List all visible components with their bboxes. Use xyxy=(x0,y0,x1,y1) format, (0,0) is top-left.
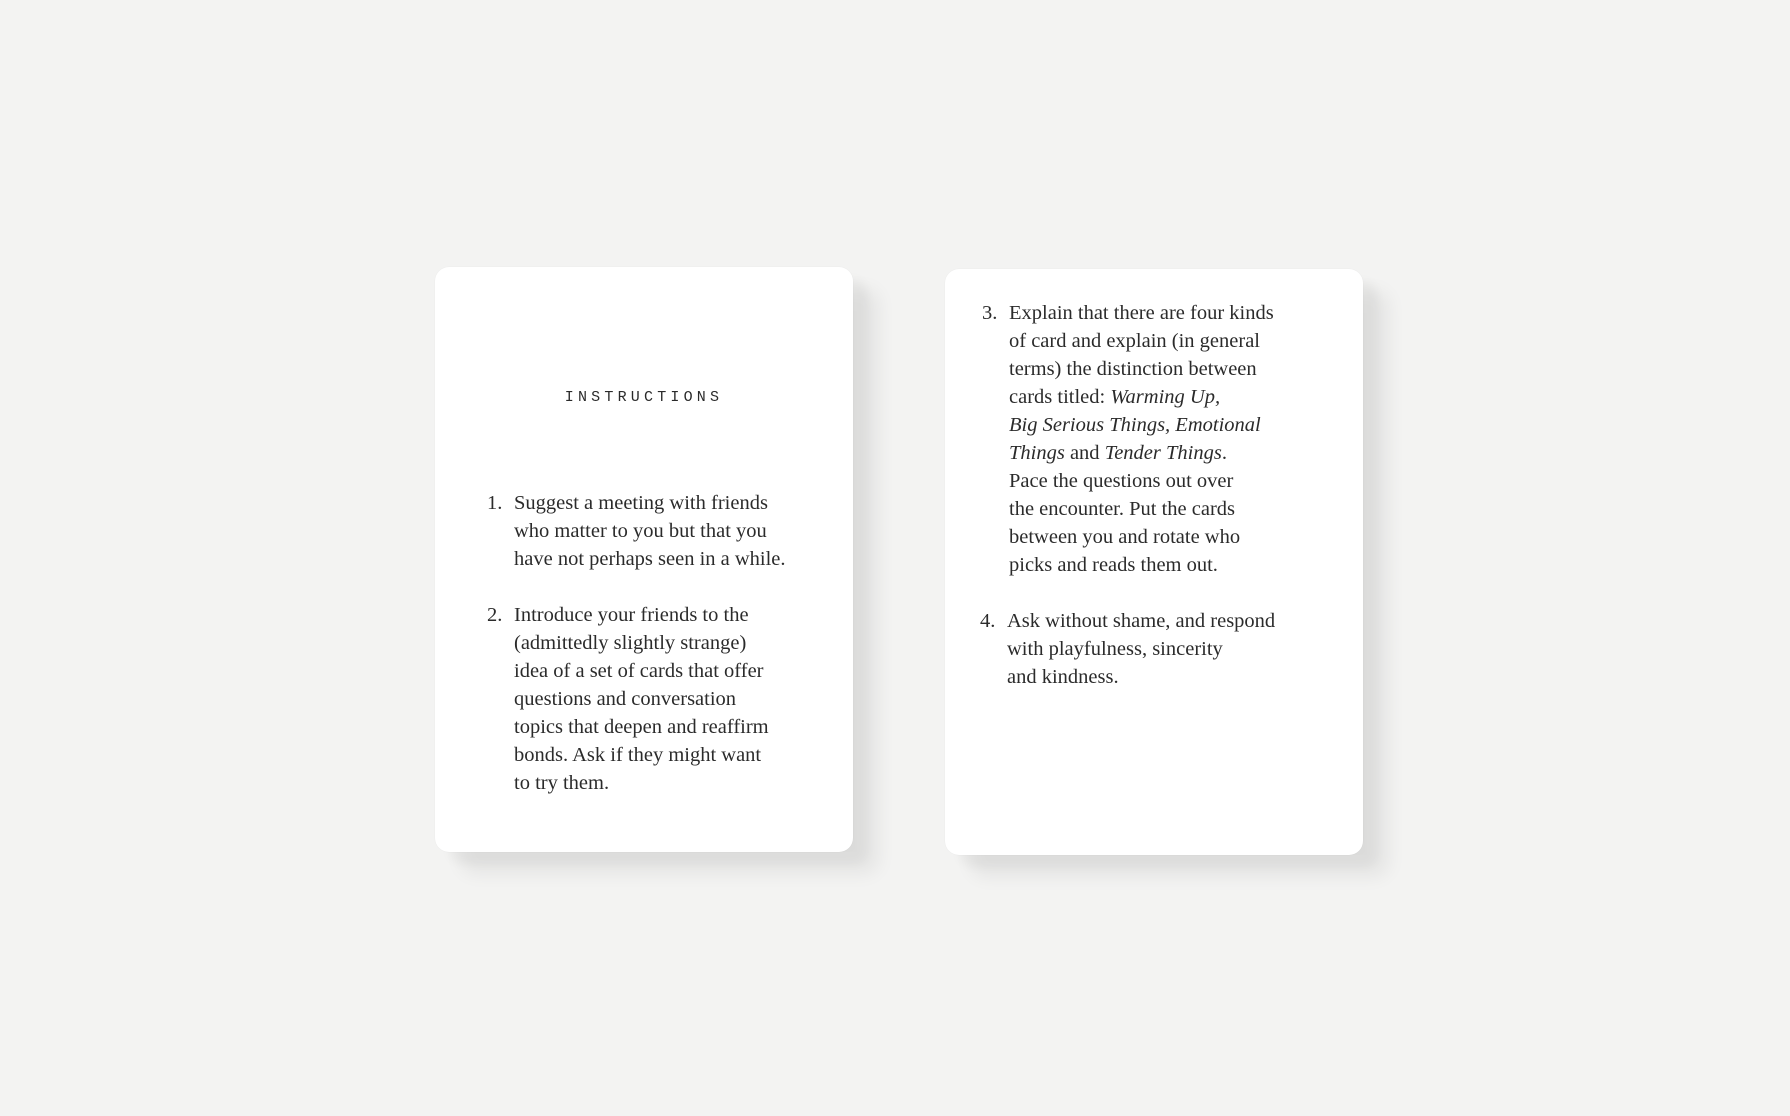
text-line: idea of a set of cards that offer xyxy=(514,660,764,682)
text-line xyxy=(1009,355,1274,383)
text-segment: and xyxy=(1064,442,1105,464)
text-line xyxy=(1009,411,1274,439)
text-line: Suggest a meeting with friends xyxy=(514,492,768,514)
text-line xyxy=(1009,383,1274,411)
item-text xyxy=(1009,299,1274,579)
italic-text-segment: Big Serious Things, Emotional xyxy=(1009,414,1261,436)
text-line xyxy=(1007,663,1275,691)
text-line: bonds. Ask if they might want xyxy=(514,744,762,766)
text-line xyxy=(1009,439,1274,467)
text-segment: of card and explain (in general xyxy=(1009,330,1261,352)
text-line xyxy=(1009,551,1274,579)
item-number: 4. xyxy=(980,610,996,632)
item-text xyxy=(514,489,786,573)
text-segment: the encounter. Put the cards xyxy=(1009,498,1236,520)
item-text xyxy=(514,601,769,797)
instructions-card-right xyxy=(945,269,1363,855)
text-line xyxy=(1009,495,1274,523)
text-line: questions and conversation xyxy=(514,688,737,710)
text-segment: Pace the questions out over xyxy=(1009,470,1234,492)
instructions-card-left xyxy=(435,267,853,852)
text-segment: terms) the distinction between xyxy=(1009,358,1257,380)
text-line xyxy=(1007,607,1275,635)
text-line xyxy=(1009,467,1274,495)
card-title: INSTRUCTIONS xyxy=(564,389,724,406)
text-line xyxy=(1009,299,1274,327)
item-text xyxy=(1007,607,1275,691)
text-segment: and kindness. xyxy=(1007,666,1119,688)
item-number: 3. xyxy=(982,302,998,324)
text-line: who matter to you but that you xyxy=(514,520,767,542)
text-segment: Explain that there are four kinds xyxy=(1009,302,1274,324)
text-segment: picks and reads them out. xyxy=(1009,554,1218,576)
text-line xyxy=(1007,635,1275,663)
text-line xyxy=(1009,327,1274,355)
text-segment: cards titled: xyxy=(1009,386,1111,408)
item-number: 2. xyxy=(487,604,503,626)
text-line xyxy=(1009,523,1274,551)
text-segment: Ask without shame, and respond xyxy=(1007,610,1276,632)
text-line: topics that deepen and reaffirm xyxy=(514,716,769,738)
text-line: (admittedly slightly strange) xyxy=(514,632,747,654)
text-line: have not perhaps seen in a while. xyxy=(514,548,786,570)
text-line: Introduce your friends to the xyxy=(514,604,749,626)
item-number: 1. xyxy=(487,492,503,514)
text-line: to try them. xyxy=(514,772,610,794)
italic-text-segment: Warming Up, xyxy=(1110,386,1221,408)
italic-text-segment: Things xyxy=(1009,442,1065,464)
italic-text-segment: Tender Things xyxy=(1104,442,1222,464)
text-segment: . xyxy=(1221,442,1227,464)
text-segment: between you and rotate who xyxy=(1009,526,1241,548)
text-segment: with playfulness, sincerity xyxy=(1007,638,1223,660)
